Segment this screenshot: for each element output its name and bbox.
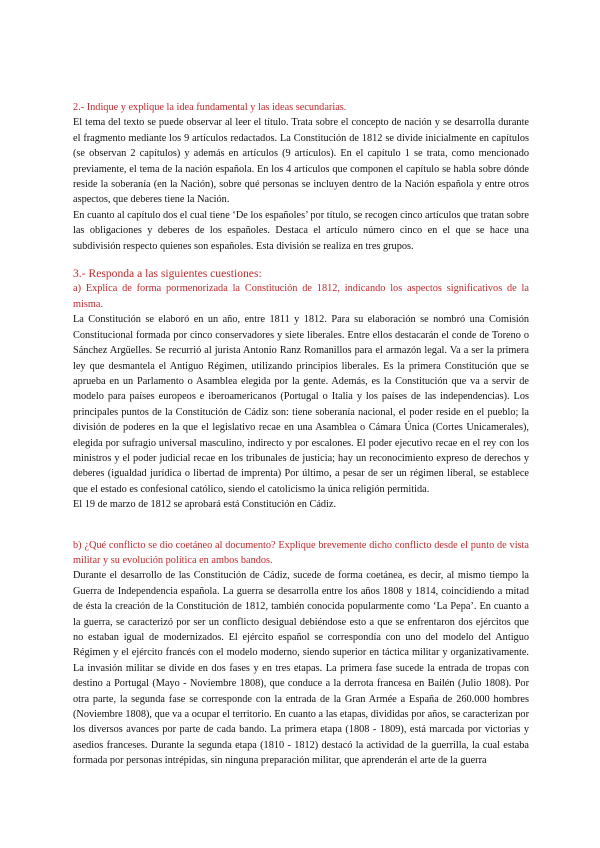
question-3b-heading: b) ¿Qué conflicto se dio coetáneo al documento? Explique brevemente dicho conflicto desde el punto de vista militar y su evolución política en ambos bandos. [73,539,529,566]
question-2-paragraph-1: El tema del texto se puede observar al leer el título. Trata sobre el concepto de nación y se desarrolla durante el fragmento mediante los 9 artículos redactados. La Constitución de 1812 se divide inicialmente en capítulos (se observan 2 capítulos) y además en artículos (9 artículos). En el capítulo 1 se trata, como mencionado previamente, el tema de la nación española. En los 4 artículos que componen el capítulo se habla sobre dónde reside la soberanía (en la Nación), sobre qué personas se incluyen dentro de la Nación española y entre otros aspectos, que deberes tiene la Nación. [73,117,529,206]
question-3-heading: 3.- Responda a las siguientes cuestiones: [73,267,262,281]
question-3a-paragraph-2: El 19 de marzo de 1812 se aprobará está Constitución en Cádiz. [73,499,337,511]
question-3a-paragraph-1: La Constitución se elaboró en un año, entre 1811 y 1812. Para su elaboración se nombró una Comisión Constitucional formada por cinco conservadores y siete liberales. Entre ellos destacarán el conde de Toreno o Sánchez Argüelles. Se recurrió al jurista Antonio Ranz Romanillos para el armazón legal. Va a ser la primera ley que desmantela el Antiguo Régimen, utilizando principios liberales. Es la primera Constitución que se aprueba en un Parlamento o Asamblea elegida por la gente. Además, es la Constitución que va a servir de modelo para países europeos e iberoamericanos (Portugal o Italia y los países de las independencias). Los principales puntos de la Constitución de Cádiz son: tiene soberanía nacional, el poder reside en el pueblo; la división de poderes en la que el legislativo recae en una Asamblea o Cámara Única (Cortes Unicamerales), elegida por sufragio universal masculino, indirecto y por escalones. El poder ejecutivo recae en el rey con los ministros y el poder judicial recae en los tribunales de justicia; hay un reconocimiento expreso de derechos y deberes (igualdad jurídica o libertad de imprenta) Por último, a pesar de ser un régimen liberal, se establece que el estado es confesional católico, siendo el catolicismo la única religión permitida. [73,314,529,495]
question-3b-paragraph-1: Durante el desarrollo de las Constitución de Cádiz, sucede de forma coetánea, es decir, al mismo tiempo la Guerra de Independencia española. La guerra se desarrolla entre los años 1808 y 1814, coincidiendo a mitad de ésta la creación de la Constitución de 1812, también conocida popularmente como ‘La Pepa’. En cuanto a la guerra, se caracterizó por ser un conflicto desigual debiéndose esto a que se enfrentaron dos ejércitos que no estaban igual de modernizados. El ejército español se correspondía con uno del modelo del Antiguo Régimen y el ejército francés con el modelo moderno, siendo superior en táctica militar y organizativamente. La invasión militar se divide en dos fases y en tres etapas. La primera fase sucede la entrada de tropas con destino a Portugal (Mayo - Noviembre 1808), que conduce a la derrota francesa en Bailén (Julio 1808). Por otra parte, la segunda fase se corresponde con la entrada de la Gran Armée a España de 260.000 hombres (Noviembre 1808), que va a ocupar el territorio. En cuanto a las etapas, divididas por años, se caracterizan por los diversos avances por parte de cada bando. La primera etapa (1808 - 1809), está marcada por victorias y asedios franceses. Durante la segunda etapa (1810 - 1812) destacó la actividad de la guerrilla, la cual estaba formada por personas intrépidas, sin ninguna preparación militar, que aprenderán el arte de la guerra [73,570,529,767]
question-2-paragraph-2: En cuanto al capítulo dos el cual tiene ‘De los españoles’ por título, se recogen cinco artículos que tratan sobre las obligaciones y deberes de los españoles. Destaca el artículo número cinco en el que se hace una subdivisión respecto quienes son españoles. Esta división se realiza en tres grupos. [73,209,529,252]
question-3a-heading: a) Explica de forma pormenorizada la Constitución de 1812, indicando los aspectos significativos de la misma. [73,283,529,310]
question-2-heading: 2.- Indique y explique la idea fundamental y las ideas secundarias. [73,102,347,113]
document-page [73,100,529,769]
